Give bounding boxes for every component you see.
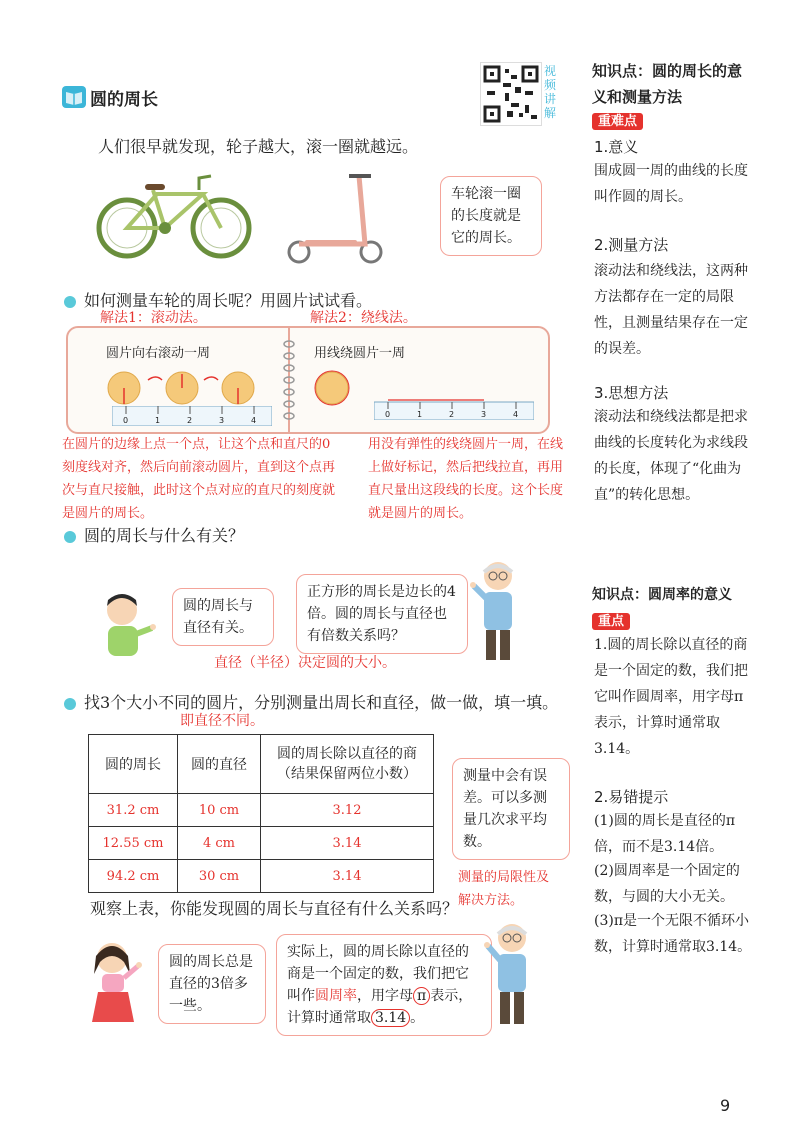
- wheel-bubble: 车轮滚一圈的长度就是它的周长。: [440, 176, 542, 256]
- table-cell[interactable]: 3.12: [261, 794, 434, 827]
- section-title: 圆的周长: [90, 89, 158, 110]
- table-header: 圆的直径: [178, 735, 261, 794]
- ruler-left-label: 2: [187, 416, 193, 425]
- section-header: [62, 84, 158, 110]
- girl-bubble: 圆的周长总是直径的3倍多一些。: [158, 944, 266, 1024]
- t2-title: 2.易错提示: [594, 788, 669, 806]
- qr-code[interactable]: [480, 62, 542, 126]
- s3-title: 3.思想方法: [594, 384, 669, 402]
- ruler-right-label: 1: [417, 410, 423, 419]
- kp1-tag: 重难点: [592, 110, 643, 129]
- table-cell[interactable]: 94.2 cm: [89, 860, 178, 893]
- kp1-title: 知识点：圆的周长的意义和测量方法: [592, 62, 743, 106]
- table-header: 圆的周长除以直径的商 （结果保留两位小数）: [261, 735, 434, 794]
- page-number: 9: [720, 1096, 731, 1115]
- relation-note: 直径（半径）决定圆的大小。: [214, 655, 396, 671]
- bicycle-illustration: [95, 172, 255, 262]
- observe-question: 观察上表，你能发现圆的周长与直径有什么关系吗？: [90, 899, 459, 918]
- wrapped-disc: [312, 368, 352, 408]
- s2-text: 滚动法和绕线法，这两种方法都存在一定的局限性，且测量结果存在一定的误差。: [594, 263, 748, 357]
- table-header-row: [89, 735, 434, 794]
- method1-label: 解法1：滚动法。: [100, 310, 207, 326]
- table-cell[interactable]: 3.14: [261, 860, 434, 893]
- table-cell[interactable]: 3.14: [261, 827, 434, 860]
- measurement-table: [88, 734, 434, 893]
- table-cell[interactable]: 12.55 cm: [89, 827, 178, 860]
- binding-rings-icon: [282, 334, 296, 426]
- bullet-dot-icon: [64, 531, 76, 543]
- scooter-illustration: [285, 172, 385, 264]
- boy-illustration: [96, 590, 156, 670]
- limitation-note: 测量的局限性及解决方法。: [458, 870, 550, 908]
- panel2-title: 用线绕圆片一周: [314, 346, 406, 361]
- method-panel: [66, 326, 550, 434]
- teacher-illustration: [468, 558, 528, 668]
- table-cell[interactable]: 10 cm: [178, 794, 261, 827]
- ruler-left-label: 3: [219, 416, 225, 425]
- activity-note: 即直径不同。: [180, 713, 264, 729]
- pi-value: 3.14: [371, 1009, 410, 1027]
- ruler-right-label: 4: [513, 410, 519, 419]
- girl-illustration: [86, 936, 146, 1030]
- boy-bubble: 圆的周长与直径有关。: [172, 588, 274, 646]
- method2-label: 解法2：绕线法。: [310, 310, 417, 326]
- wrapping-method-note: 用没有弹性的线绕圆片一周，在线上做好标记，然后把线拉直，再用直尺量出这段线的长度。这个长度就是圆片的周长。: [368, 437, 564, 521]
- kp2-tag: 重点: [592, 610, 630, 629]
- t1-text: 1.圆的周长除以直径的商是一个固定的数，我们把它叫作圆周率，用字母π表示，计算时通常取3.14。: [594, 637, 748, 757]
- intro-text: 人们很早就发现，轮子越大，滚一圈就越远。: [98, 137, 419, 156]
- rolling-discs: [104, 368, 274, 408]
- error-bubble: 测量中会有误差。可以多测量几次求平均数。: [452, 758, 570, 860]
- table-row: [89, 827, 434, 860]
- measure-question: 如何测量车轮的周长呢？用圆片试试看。: [64, 288, 372, 311]
- teacher-illustration-2: [482, 920, 542, 1032]
- ruler-right-label: 2: [449, 410, 455, 419]
- ruler-left-label: 0: [123, 416, 129, 425]
- s3-text: 滚动法和绕线法都是把求曲线的长度转化为求线段的长度，体现了“化曲为直”的转化思想。: [594, 409, 748, 503]
- bullet-dot-icon: [64, 698, 76, 710]
- table-cell[interactable]: 31.2 cm: [89, 794, 178, 827]
- relation-question: 圆的周长与什么有关？: [64, 523, 244, 546]
- teacher-bubble-square: 正方形的周长是边长的4倍。圆的周长与直径也有倍数关系吗？: [296, 574, 468, 654]
- pi-term: 圆周率: [315, 988, 357, 1004]
- s2-title: 2.测量方法: [594, 236, 669, 254]
- t2-item-2: (2)圆周率是一个固定的数，与圆的大小无关。: [594, 863, 740, 905]
- table-row: [89, 860, 434, 893]
- ruler-right-label: 3: [481, 410, 487, 419]
- rolling-method-note: 在圆片的边缘上点一个点，让这个点和直尺的0刻度线对齐，然后向前滚动圆片，直到这个点再次与直尺接触，此时这个点对应的直尺的刻度就是圆片的周长。: [62, 437, 336, 521]
- table-header: 圆的周长: [89, 735, 178, 794]
- ruler-left-label: 1: [155, 416, 161, 425]
- bullet-dot-icon: [64, 296, 76, 308]
- table-cell[interactable]: 4 cm: [178, 827, 261, 860]
- pi-symbol: π: [413, 987, 430, 1005]
- table-row: [89, 794, 434, 827]
- panel1-title: 圆片向右滚动一周: [106, 346, 211, 361]
- qr-label: 视频讲解: [544, 64, 557, 120]
- kp2-title: 知识点：圆周率的意义: [592, 587, 732, 603]
- teacher-bubble-pi: 实际上，圆的周长除以直径的商是一个固定的数，我们把它叫作圆周率，用字母 π 表示，计算时通常取 3.14 。: [276, 934, 492, 1036]
- book-icon: [62, 86, 86, 108]
- knowledge-sidebar: [580, 0, 800, 1146]
- activity-instruction: 找3个大小不同的圆片，分别测量出周长和直径，做一做，填一填。: [64, 690, 558, 713]
- ruler-right-label: 0: [385, 410, 391, 419]
- s1-text: 围成圆一周的曲线的长度叫作圆的周长。: [594, 163, 748, 205]
- t2-item-1: (1)圆的周长是直径的π倍，而不是3.14倍。: [594, 813, 736, 855]
- t2-item-3: (3)π是一个无限不循环小数，计算时通常取3.14。: [594, 913, 752, 955]
- ruler-left-label: 4: [251, 416, 257, 425]
- s1-title: 1.意义: [594, 138, 639, 156]
- table-cell[interactable]: 30 cm: [178, 860, 261, 893]
